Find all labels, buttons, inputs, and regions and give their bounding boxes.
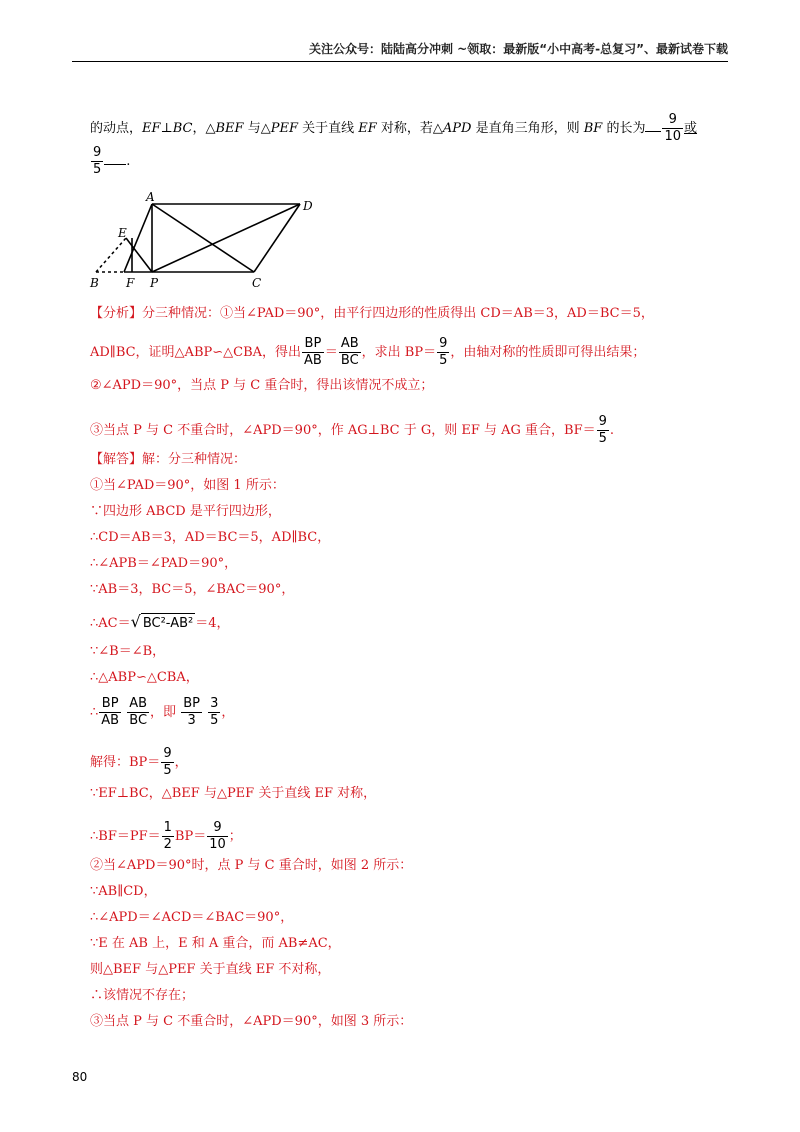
solution-line: ∵∠B＝∠B， xyxy=(90,644,166,659)
question-line-2: $\frac{9}{5}$ . xyxy=(93,145,131,177)
solution-line-ratio: ∴ $\frac{BP}{AB}$ $\frac{AB}{BC}$ ，即 $\frac{BP}{3}$ $\frac{3}{5}$ ， xyxy=(90,696,235,728)
solution-line: ③当点 P 与 C 不重合时，∠APD＝90°，如图 3 所示： xyxy=(90,1014,413,1029)
page-header: 关注公众号：陆陆高分冲刺 ~领取：最新版“小中高考-总复习”、最新试卷下载 xyxy=(309,42,728,56)
answer-fraction-1: $\frac{9}{10}$ xyxy=(664,112,681,144)
label-B: B xyxy=(90,276,99,290)
label-E: E xyxy=(118,226,127,240)
solution-line: ∴∠APD＝∠ACD＝∠BAC＝90°， xyxy=(90,910,294,925)
solution-line: ∴△ABP∽△CBA， xyxy=(90,670,199,685)
solution-line: ∴该情况不存在； xyxy=(90,988,195,1003)
answer-fraction-2: $\frac{9}{5}$ xyxy=(93,145,102,177)
analysis-line-2: AD∥BC，证明△ABP∽△CBA，得出 $\frac{BP}{AB}$ ＝ $\frac{AB}{BC}$ ，求出 BP＝ $\frac{9}{5}$ ，由轴对称的性质即可得出结果； xyxy=(90,336,646,368)
analysis-line-1: 【分析】分三种情况：①当∠PAD＝90°，由平行四边形的性质得出 CD＝AB＝3，AD＝BC＝5， xyxy=(90,306,654,321)
label-P: P xyxy=(150,276,159,290)
solution-line: 则△BEF 与△PEF 关于直线 EF 不对称， xyxy=(90,962,331,977)
label-A: A xyxy=(146,190,155,204)
solution-line-sqrt: ∴AC＝√ BC²-AB² ＝4， xyxy=(90,612,230,634)
solution-line-bp: 解得：BP＝ $\frac{9}{5}$ ， xyxy=(90,746,188,778)
solution-line: ①当∠PAD＝90°，如图 1 所示： xyxy=(90,478,285,493)
solution-line: ∵AB＝3，BC＝5，∠BAC＝90°， xyxy=(90,582,295,597)
label-D: D xyxy=(303,199,313,213)
solution-line: ∴CD＝AB＝3，AD＝BC＝5，AD∥BC， xyxy=(90,530,331,545)
parallelogram-figure xyxy=(88,190,328,290)
analysis-line-3: ②∠APD＝90°，当点 P 与 C 重合时，得出该情况不成立； xyxy=(90,378,434,393)
solution-line: ∵E 在 AB 上，E 和 A 重合，而 AB≠AC， xyxy=(90,936,341,951)
page-number: 80 xyxy=(72,1070,88,1084)
solution-line: ∵四边形 ABCD 是平行四边形， xyxy=(90,504,281,519)
solution-line-bf: ∴BF＝PF＝ $\frac{1}{2}$ BP＝ $\frac{9}{10}$ ； xyxy=(90,820,242,852)
label-C: C xyxy=(252,276,262,290)
question-line-1: 的动点，EF⊥BC，△BEF 与△PEF 关于直线 EF 对称，若△APD 是直角三角形，则 BF 的长为 $\frac{9}{10}$ 或 xyxy=(90,112,698,144)
solution-line: ∵AB∥CD， xyxy=(90,884,157,899)
header-rule xyxy=(72,61,728,62)
analysis-line-4: ③当点 P 与 C 不重合时，∠APD＝90°，作 AG⊥BC 于 G，则 EF 与 AG 重合，BF＝ $\frac{9}{5}$ . xyxy=(90,414,615,446)
solution-line: ∴∠APB＝∠PAD＝90°， xyxy=(90,556,238,571)
solution-heading: 【解答】解：分三种情况： xyxy=(90,452,247,467)
solution-line: ∵EF⊥BC，△BEF 与△PEF 关于直线 EF 对称， xyxy=(90,786,377,801)
solution-line: ②当∠APD＝90°时，点 P 与 C 重合时，如图 2 所示： xyxy=(90,858,413,873)
label-F: F xyxy=(126,276,135,290)
